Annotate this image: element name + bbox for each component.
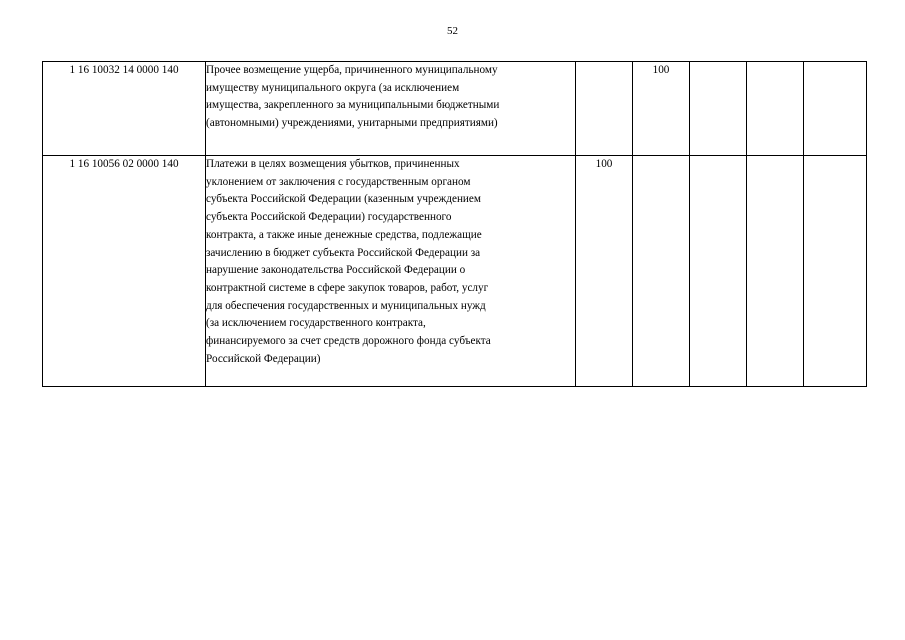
value-cell xyxy=(747,62,804,156)
description-line: нарушение законодательства Российской Федерации о xyxy=(206,264,466,277)
value-cell xyxy=(804,156,867,387)
description-line: субъекта Российской Федерации) государственного xyxy=(206,211,452,224)
description-line: имуществу муниципального округа (за исключением xyxy=(206,81,460,94)
description-line: зачислению в бюджет субъекта Российской Федерации за xyxy=(206,246,481,259)
revenue-codes-table xyxy=(42,61,867,387)
description-line: субъекта Российской Федерации (казенным учреждением xyxy=(206,193,481,206)
value-cell xyxy=(747,156,804,387)
value-cell xyxy=(690,62,747,156)
description-line: контракта, а также иные денежные средства, подлежащие xyxy=(206,228,482,241)
description-line: контрактной системе в сфере закупок товаров, работ, услуг xyxy=(206,281,489,294)
value-cell: 100 xyxy=(576,156,633,387)
description-line: финансируемого за счет средств дорожного фонда субъекта xyxy=(206,335,491,348)
description-line: Прочее возмещение ущерба, причиненного муниципальному xyxy=(206,64,498,76)
page-number: 52 xyxy=(447,25,458,37)
value-cell xyxy=(576,62,633,156)
description-line: Платежи в целях возмещения убытков, причиненных xyxy=(206,158,460,170)
value-cell xyxy=(690,156,747,387)
value-cell xyxy=(633,156,690,387)
description-line: Российской Федерации) xyxy=(206,352,321,365)
table-row xyxy=(43,62,867,156)
description-line: уклонением от заключения с государственным органом xyxy=(206,175,471,188)
description-line: (за исключением государственного контракта, xyxy=(206,317,426,330)
description-line: имущества, закрепленного за муниципальными бюджетными xyxy=(206,99,500,112)
description-cell xyxy=(206,62,576,156)
revenue-code-cell: 1 16 10032 14 0000 140 xyxy=(43,62,206,156)
value-cell xyxy=(804,62,867,156)
description-cell xyxy=(206,156,576,387)
value-cell: 100 xyxy=(633,62,690,156)
table-row xyxy=(43,156,867,387)
description-line: (автономными) учреждениями, унитарными предприятиями) xyxy=(206,117,498,130)
description-line: для обеспечения государственных и муниципальных нужд xyxy=(206,299,486,312)
revenue-code-cell: 1 16 10056 02 0000 140 xyxy=(43,156,206,387)
